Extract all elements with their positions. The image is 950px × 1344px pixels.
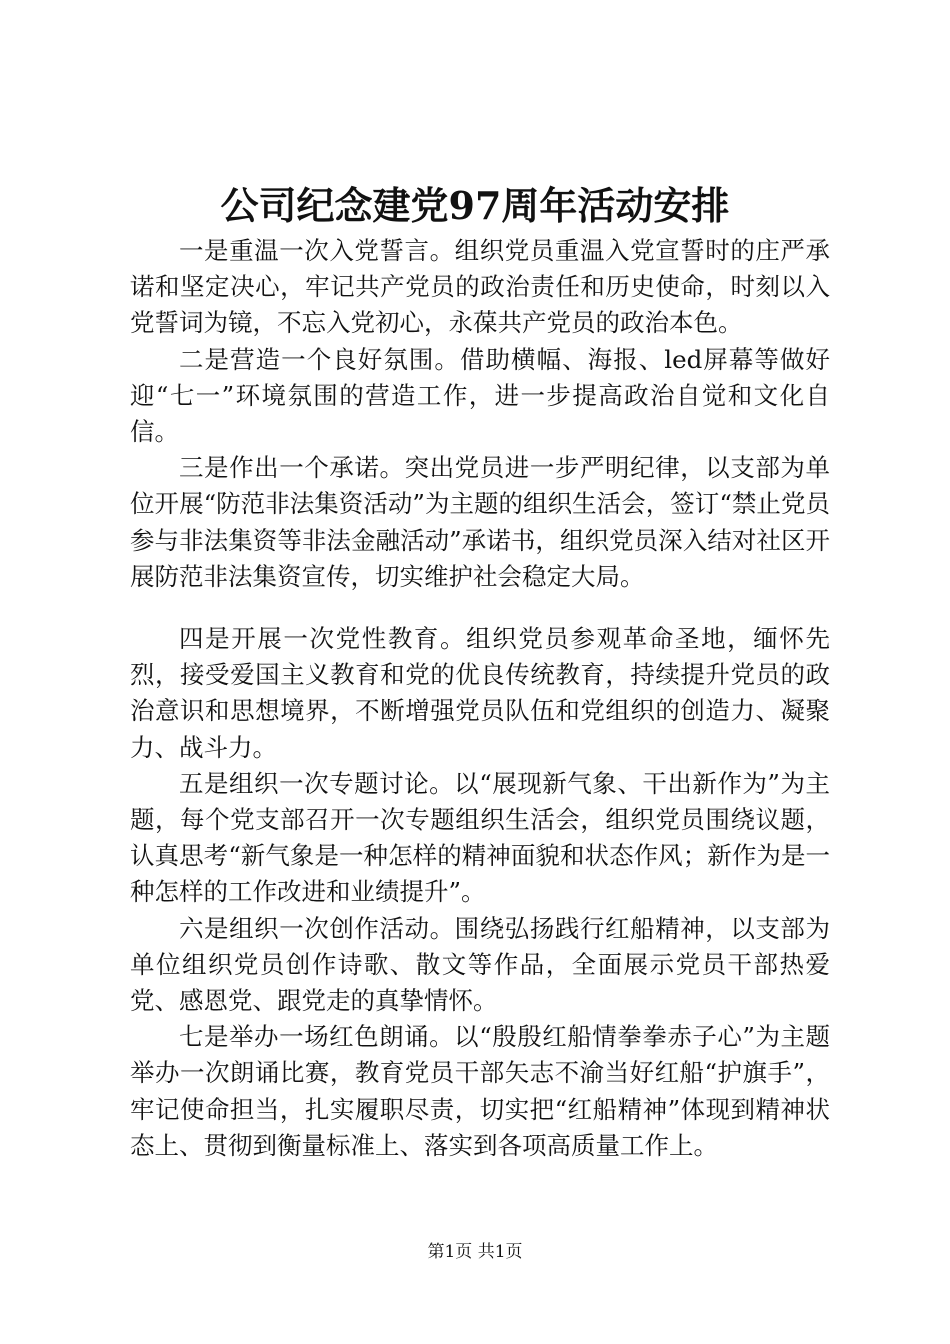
paragraph-4: 四是开展一次党性教育。组织党员参观革命圣地，缅怀先烈，接受爱国主义教育和党的优良传统教育，持续提升党员的政治意识和思想境界，不断增强党员队伍和党组织的创造力、凝聚力、战斗力。 (130, 624, 830, 762)
paragraph-3: 三是作出一个承诺。突出党员进一步严明纪律，以支部为单位开展“防范非法集资活动”为主题的组织生活会，签订“禁止党员参与非法集资等非法金融活动”承诺书，组织党员深入结对社区开展防范非法集资宣传，切实维护社会稳定大局。 (130, 453, 830, 591)
page-title: 公司纪念建党97周年活动安排 (220, 183, 730, 228)
document-body (130, 233, 830, 1164)
page-footer: 第1页 共1页 (427, 1242, 523, 1262)
paragraph-2: 二是营造一个良好氛围。借助横幅、海报、led屏幕等做好迎“七一”环境氛围的营造工作，进一步提高政治自觉和文化自信。 (130, 344, 830, 447)
paragraph-5: 五是组织一次专题讨论。以“展现新气象、干出新作为”为主题，每个党支部召开一次专题组织生活会，组织党员围绕议题，认真思考“新气象是一种怎样的精神面貌和状态作风；新作为是一种怎样的工作改进和业绩提升”。 (130, 768, 830, 907)
paragraph-1: 一是重温一次入党誓言。组织党员重温入党宣誓时的庄严承诺和坚定决心，牢记共产党员的政治责任和历史使命，时刻以入党誓词为镜，不忘入党初心，永葆共产党员的政治本色。 (130, 236, 830, 338)
paragraph-7: 七是举办一场红色朗诵。以“殷殷红船情拳拳赤子心”为主题举办一次朗诵比赛，教育党员干部矢志不渝当好红船“护旗手”，牢记使命担当，扎实履职尽责，切实把“红船精神”体现到精神状态上、贯彻到衡量标准上、落实到各项高质量工作上。 (130, 1022, 830, 1160)
paragraph-6: 六是组织一次创作活动。围绕弘扬践行红船精神，以支部为单位组织党员创作诗歌、散文等作品，全面展示党员干部热爱党、感恩党、跟党走的真挚情怀。 (130, 913, 830, 1016)
